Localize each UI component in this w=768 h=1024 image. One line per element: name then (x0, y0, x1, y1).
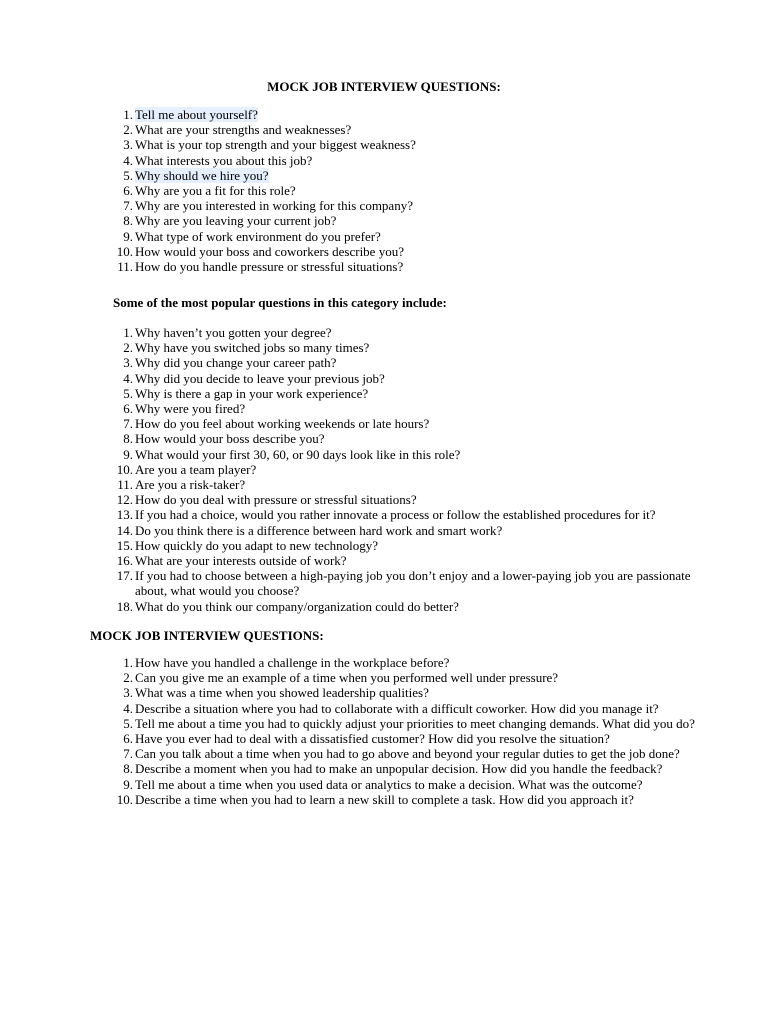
question-text: How have you handled a challenge in the workplace before? (135, 655, 450, 670)
list-item-number: 11. (117, 259, 133, 275)
section-subheading: Some of the most popular questions in this category include: (113, 295, 447, 310)
list-item-number: 7. (123, 416, 133, 432)
list-item-number: 5. (123, 167, 133, 183)
question-list-popular (116, 325, 695, 614)
list-item-text (135, 492, 695, 507)
list-item-text (135, 386, 695, 401)
list-item (123, 401, 695, 417)
list-item (123, 761, 695, 777)
list-item (123, 370, 695, 386)
list-item-number: 5. (123, 715, 133, 731)
list-item-text (135, 340, 695, 355)
list-item (123, 385, 695, 401)
list-item-number: 2. (123, 340, 133, 356)
list-item-text (135, 670, 695, 685)
list-item (123, 340, 695, 356)
list-item-number: 2. (123, 122, 133, 138)
list-item-number: 1. (123, 325, 133, 340)
question-text: What was a time when you showed leadership qualities? (135, 685, 429, 701)
list-item-number: 9. (123, 228, 133, 244)
list-item-text (135, 325, 695, 340)
list-item (123, 431, 695, 447)
question-text: Do you think there is a difference between hard work and smart work? (135, 522, 503, 538)
list-item-number: 2. (123, 670, 133, 686)
list-item (123, 685, 695, 701)
list-item (123, 446, 695, 462)
list-item-text (135, 507, 695, 522)
list-item-text (135, 153, 695, 168)
list-item (116, 492, 695, 508)
list-item-text (135, 401, 695, 416)
question-text: How do you deal with pressure or stressful situations? (135, 492, 417, 508)
question-text: How quickly do you adapt to new technology? (135, 537, 378, 553)
question-text: Why were you fired? (135, 401, 246, 417)
list-item (116, 598, 695, 614)
list-item-number: 10. (116, 243, 133, 259)
list-item (123, 228, 695, 244)
question-text: How would your boss describe you? (135, 431, 325, 447)
question-text: Why did you change your career path? (135, 355, 337, 371)
list-item-text (135, 355, 695, 370)
list-item (123, 107, 695, 122)
list-item-number: 8. (123, 213, 133, 229)
list-item-number: 7. (123, 198, 133, 214)
list-item-text (135, 599, 695, 614)
page-title: MOCK JOB INTERVIEW QUESTIONS: (267, 79, 501, 94)
list-item-number: 5. (123, 385, 133, 401)
question-text: What is your top strength and your biggest weakness? (135, 137, 416, 153)
list-item-text (135, 523, 695, 538)
list-item-text (135, 213, 695, 228)
question-list-behavioral (116, 655, 695, 807)
question-text: Why haven’t you gotten your degree? (135, 325, 332, 340)
list-item-text (135, 701, 695, 716)
list-item-number: 10. (116, 461, 133, 477)
list-item (116, 243, 695, 259)
list-item-text (135, 462, 695, 477)
list-item-number: 15. (116, 537, 133, 553)
list-item (123, 355, 695, 371)
list-item-text (135, 229, 695, 244)
question-text: Tell me about a time when you used data or analytics to make a decision. What was the outcome? (135, 776, 643, 792)
list-item-text (135, 198, 695, 213)
list-item-number: 10. (116, 791, 133, 807)
list-item-text (135, 553, 695, 568)
list-item-number: 3. (123, 137, 133, 153)
list-item (123, 183, 695, 199)
list-item-text (135, 792, 695, 807)
list-item-text (135, 761, 695, 776)
list-item-number: 17. (116, 568, 133, 584)
list-item (123, 167, 695, 183)
list-item-text (135, 107, 695, 122)
question-text: Tell me about yourself? (135, 107, 258, 122)
list-item (123, 715, 695, 731)
list-item (123, 700, 695, 716)
question-text: Can you give me an example of a time when you performed well under pressure? (135, 670, 559, 686)
question-text: If you had a choice, would you rather innovate a process or follow the established procedures for it? (135, 507, 656, 523)
list-item-number: 6. (123, 731, 133, 747)
question-text: Can you talk about a time when you had to go above and beyond your regular duties to get the job done? (135, 746, 680, 762)
list-item-number: 13. (116, 507, 133, 523)
list-item-text (135, 685, 695, 700)
question-text: What do you think our company/organization could do better? (135, 598, 459, 614)
list-item-text (135, 746, 695, 761)
list-item-number: 9. (123, 446, 133, 462)
list-item (116, 522, 695, 538)
question-text: Describe a situation where you had to collaborate with a difficult coworker. How did you manage it? (135, 700, 659, 716)
list-item-number: 14. (116, 522, 133, 538)
list-item-number: 4. (123, 152, 133, 168)
question-list-general (116, 107, 695, 275)
question-text: Have you ever had to deal with a dissatisfied customer? How did you resolve the situation? (135, 731, 610, 747)
question-text: Why should we hire you? (135, 167, 269, 183)
list-item (116, 507, 695, 523)
list-item-text (135, 655, 695, 670)
list-item (123, 213, 695, 229)
question-text: Why have you switched jobs so many times? (135, 340, 370, 356)
list-item-number: 12. (116, 492, 133, 508)
list-item (123, 746, 695, 762)
list-item-number: 6. (123, 183, 133, 199)
list-item (116, 553, 695, 569)
list-item-number: 4. (123, 700, 133, 716)
list-item-text (135, 244, 695, 259)
list-item-number: 6. (123, 401, 133, 417)
list-item (123, 122, 695, 138)
list-item-number: 9. (123, 776, 133, 792)
list-item-number: 1. (123, 107, 133, 122)
list-item-text (135, 777, 695, 792)
question-text: What would your first 30, 60, or 90 days look like in this role? (135, 446, 461, 462)
list-item-text (135, 259, 695, 274)
question-text: What are your interests outside of work? (135, 553, 347, 569)
list-item (123, 416, 695, 432)
list-item-number: 8. (123, 431, 133, 447)
list-item (116, 537, 695, 553)
list-item-number: 3. (123, 355, 133, 371)
list-item-text (135, 122, 695, 137)
list-item (123, 670, 695, 686)
question-text: Why are you interested in working for this company? (135, 198, 413, 214)
list-item (116, 568, 695, 599)
question-text: Why are you leaving your current job? (135, 213, 337, 229)
list-item (117, 477, 695, 493)
list-item-text (135, 538, 695, 553)
list-item-text (135, 371, 695, 386)
list-item-text (135, 447, 695, 462)
list-item-text (135, 731, 695, 746)
section-title-2: MOCK JOB INTERVIEW QUESTIONS: (90, 628, 324, 643)
list-item (123, 655, 695, 670)
list-item-number: 18. (116, 598, 133, 614)
list-item (117, 259, 695, 275)
question-text: Are you a team player? (135, 461, 257, 477)
list-item (123, 325, 695, 340)
list-item-text (135, 137, 695, 152)
list-item-number: 1. (123, 655, 133, 670)
list-item (123, 137, 695, 153)
list-item (123, 152, 695, 168)
list-item (123, 198, 695, 214)
list-item-number: 3. (123, 685, 133, 701)
question-text: Are you a risk-taker? (135, 477, 246, 493)
list-item-number: 16. (116, 553, 133, 569)
list-item-text (135, 568, 695, 598)
question-text: What type of work environment do you prefer? (135, 228, 381, 244)
list-item-text (135, 477, 695, 492)
list-item-text (135, 416, 695, 431)
question-text: How do you handle pressure or stressful situations? (135, 259, 404, 275)
list-item (116, 791, 695, 807)
question-text: Why is there a gap in your work experience? (135, 385, 369, 401)
list-item-number: 8. (123, 761, 133, 777)
list-item-text (135, 716, 695, 731)
question-text: What are your strengths and weaknesses? (135, 122, 352, 138)
list-item (123, 776, 695, 792)
list-item (123, 731, 695, 747)
question-text: Describe a moment when you had to make an unpopular decision. How did you handle the feedback? (135, 761, 663, 777)
question-text: Why did you decide to leave your previous job? (135, 370, 385, 386)
list-item-text (135, 168, 695, 183)
question-text: Why are you a fit for this role? (135, 183, 296, 199)
question-text: Tell me about a time you had to quickly adjust your priorities to meet changing demands. What did you do? (135, 715, 695, 731)
list-item-text (135, 183, 695, 198)
list-item (116, 461, 695, 477)
question-text: How would your boss and coworkers describe you? (135, 243, 404, 259)
question-text: How do you feel about working weekends or late hours? (135, 416, 430, 432)
list-item-number: 4. (123, 370, 133, 386)
question-text: If you had to choose between a high-paying job you don’t enjoy and a lower-paying job you are passionate about, what would you choose? (135, 568, 691, 599)
list-item-text (135, 431, 695, 446)
question-text: Describe a time when you had to learn a new skill to complete a task. How did you approach it? (135, 791, 634, 807)
list-item-number: 11. (117, 477, 133, 493)
list-item-number: 7. (123, 746, 133, 762)
question-text: What interests you about this job? (135, 152, 313, 168)
